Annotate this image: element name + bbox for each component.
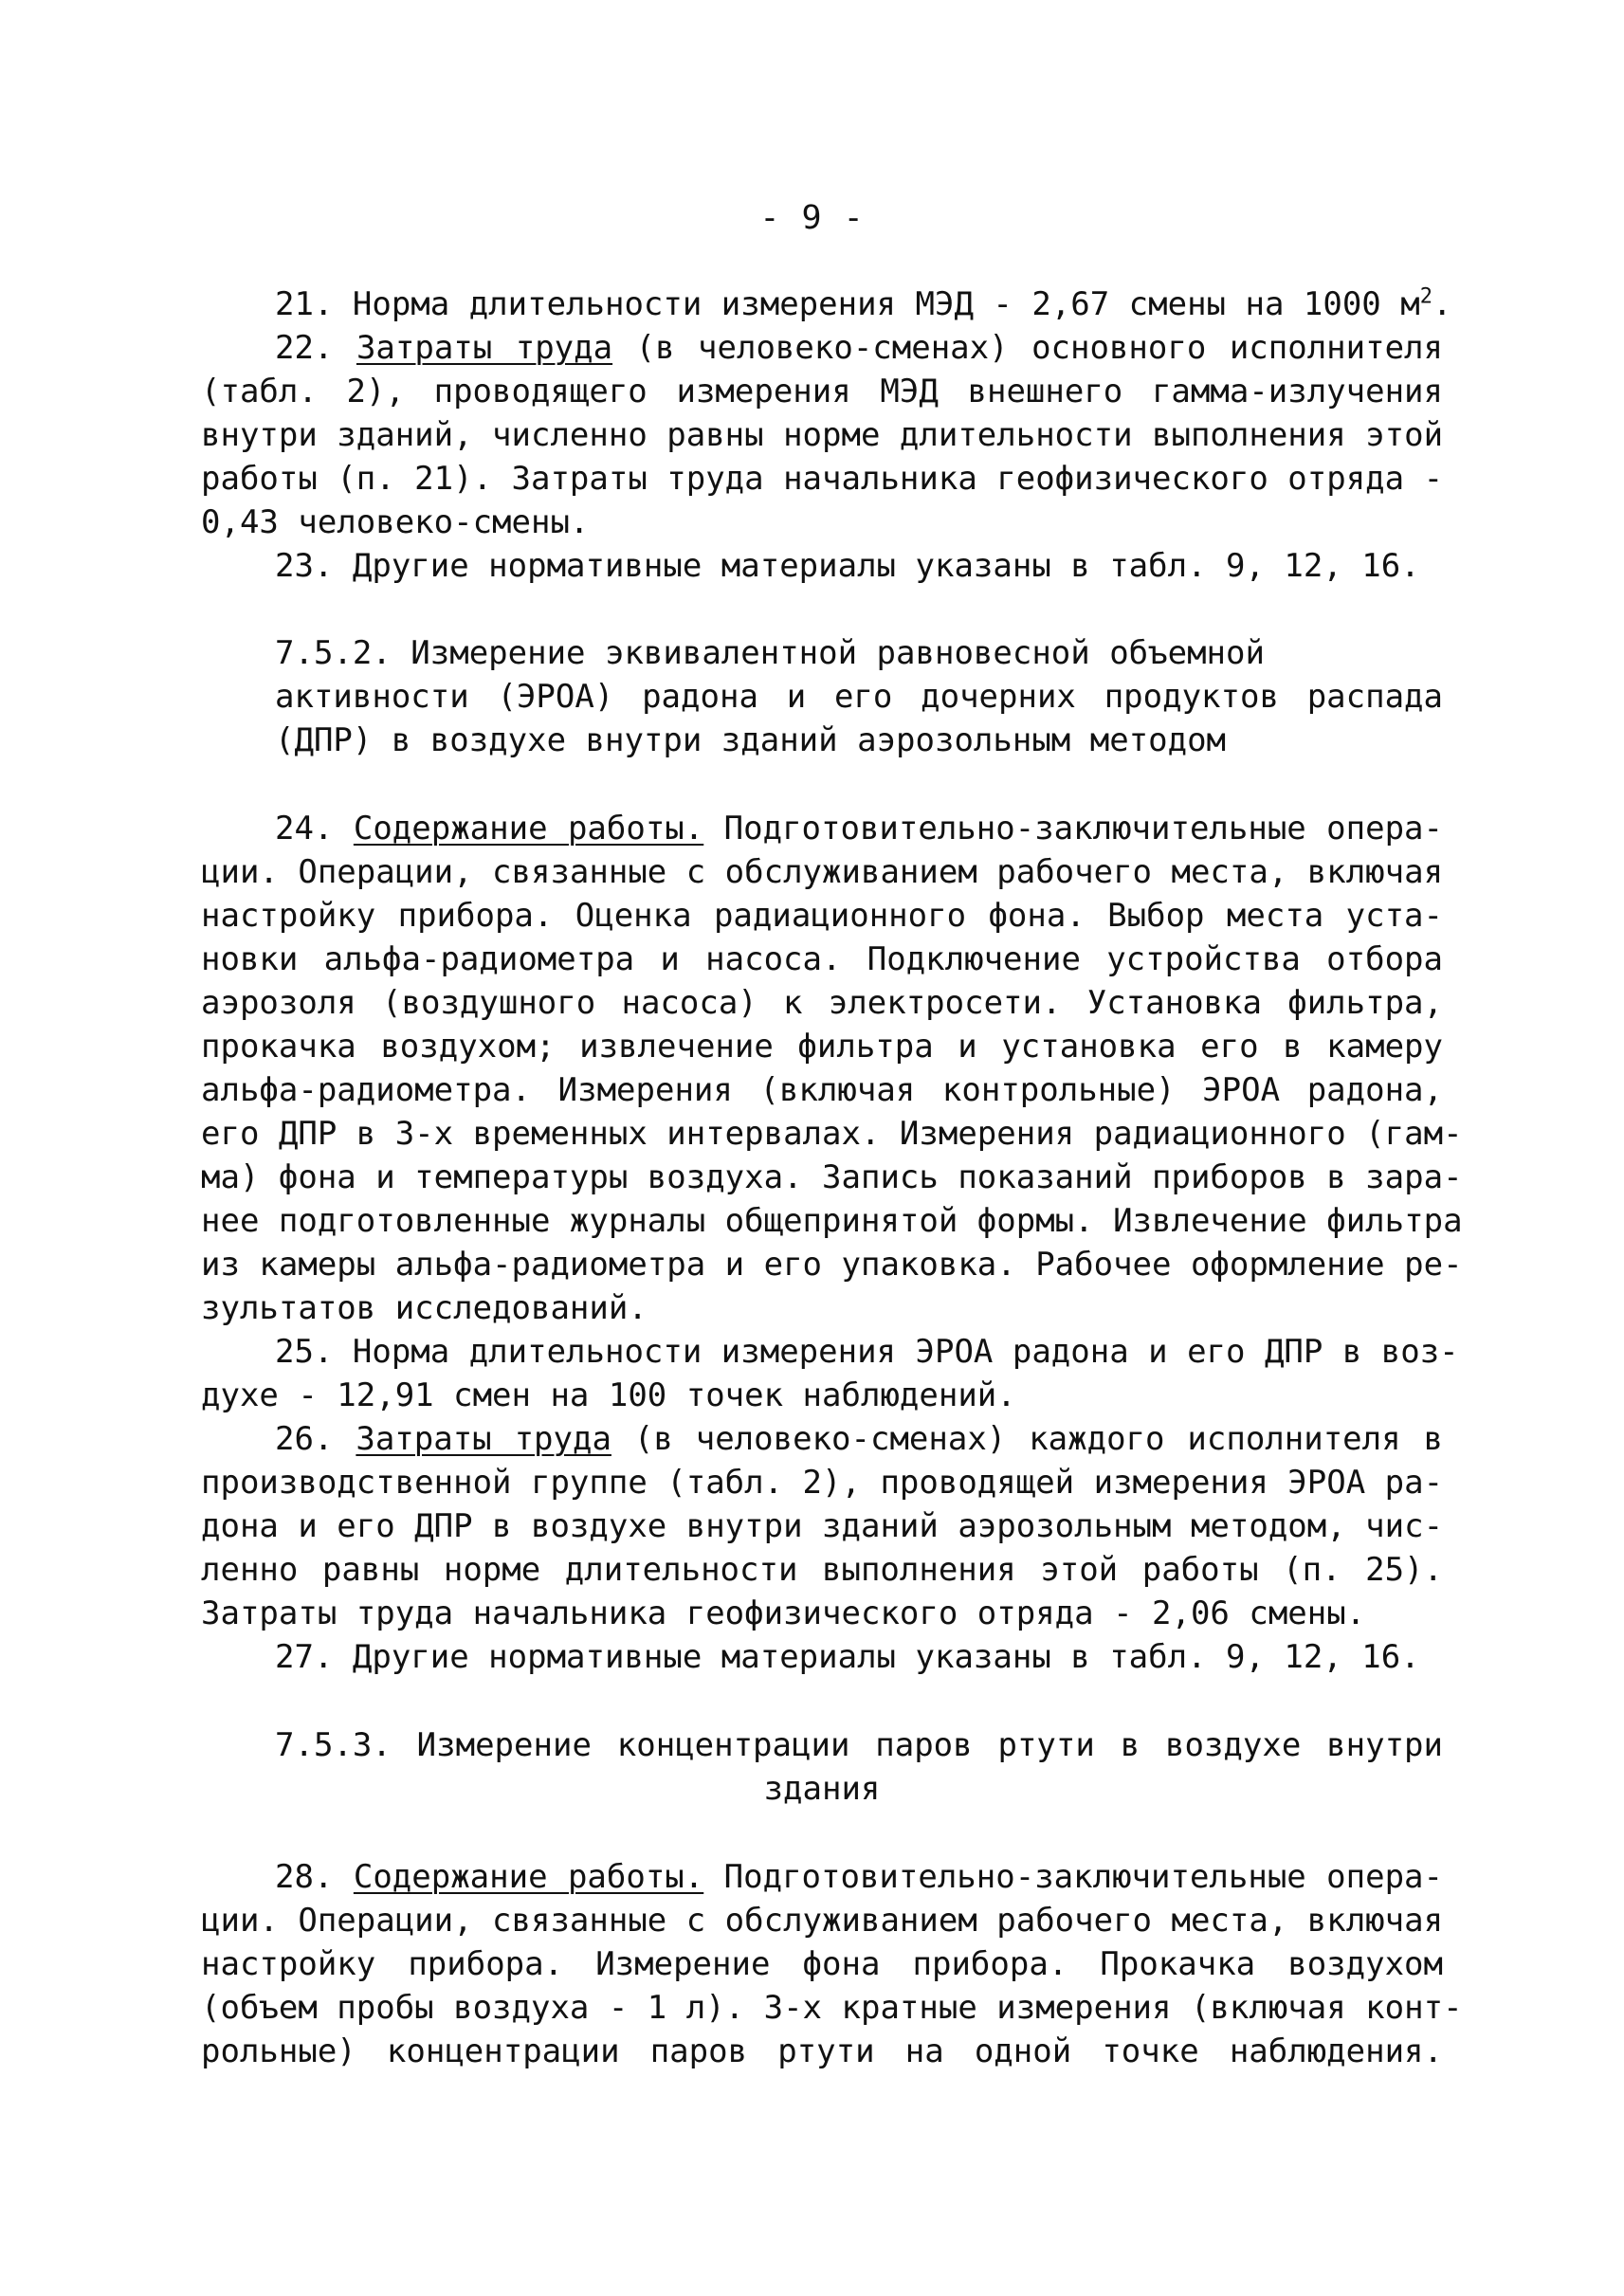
section-7-5-2-line-1: 7.5.2. Измерение эквивалентной равновесной объемной — [275, 634, 1265, 672]
paragraph-28-line: рольные) концентрации паров ртути на одной точке наблюдения. — [201, 2032, 1443, 2070]
p22-rest: (в человеко-сменах) основного исполнителя — [635, 329, 1443, 367]
paragraph-26-line: дона и его ДПР в воздухе внутри зданий аэрозольным методом, чис- — [201, 1507, 1444, 1545]
paragraph-28-line: настройку прибора. Измерение фона прибора. Прокачка воздухом — [201, 1945, 1443, 1983]
p26-number: 26. — [275, 1420, 334, 1458]
p24-rest: Подготовительно-заключительные опера- — [723, 810, 1443, 847]
paragraph-24-line: зультатов исследований. — [201, 1289, 648, 1327]
p24-term: Содержание работы. — [353, 810, 704, 847]
paragraph-22-line-2: (табл. 2), проводящего измерения МЭД внешнего гамма-излучения — [201, 373, 1443, 410]
paragraph-25-line-1: 25. Норма длительности измерения ЭРОА радона и его ДПР в воз- — [275, 1333, 1459, 1371]
paragraph-24-line: его ДПР в 3-х временных интервалах. Измерения радиационного (гам- — [201, 1115, 1463, 1153]
section-7-5-3-line-1: 7.5.3. Измерение концентрации паров ртути в воздухе внутри — [275, 1726, 1443, 1764]
paragraph-26-line-1 — [275, 1417, 1443, 1461]
p21-superscript: 2 — [1419, 284, 1432, 309]
paragraph-25-line-2: духе - 12,91 смен на 100 точек наблюдений. — [201, 1376, 1016, 1414]
paragraph-22-line-5: 0,43 человеко-смены. — [201, 503, 590, 541]
paragraph-28-line: ции. Операции, связанные с обслуживанием рабочего места, включая — [201, 1902, 1444, 1940]
paragraph-22-line-1 — [275, 326, 1443, 370]
p28-number: 28. — [275, 1858, 334, 1896]
paragraph-27: 27. Другие нормативные материалы указаны в табл. 9, 12, 16. — [275, 1638, 1420, 1676]
p28-rest: Подготовительно-заключительные опера- — [723, 1858, 1443, 1896]
p22-term: Затраты труда — [356, 329, 613, 367]
paragraph-26-line: Затраты труда начальника геофизического отряда - 2,06 смены. — [201, 1594, 1366, 1632]
paragraph-24-line: альфа-радиометра. Измерения (включая контрольные) ЭРОА радона, — [201, 1071, 1443, 1109]
paragraph-28-line-1 — [275, 1855, 1443, 1899]
paragraph-23: 23. Другие нормативные материалы указаны в табл. 9, 12, 16. — [275, 547, 1420, 585]
paragraph-24-line: прокачка воздухом; извлечение фильтра и установка его в камеру — [201, 1028, 1443, 1066]
paragraph-24-line: ма) фона и температуры воздуха. Запись показаний приборов в зара- — [201, 1158, 1463, 1196]
paragraph-22-line-3: внутри зданий, численно равны норме длительности выполнения этой — [201, 416, 1444, 454]
p28-term: Содержание работы. — [353, 1858, 704, 1896]
paragraph-26-line: производственной группе (табл. 2), проводящей измерения ЭРОА ра- — [201, 1464, 1444, 1502]
paragraph-24-line: новки альфа-радиометра и насоса. Подключение устройства отбора — [201, 940, 1443, 978]
paragraph-28-line: (объем пробы воздуха - 1 л). 3-х кратные измерения (включая конт- — [201, 1989, 1463, 2027]
section-7-5-2-line-2: активности (ЭРОА) радона и его дочерних продуктов распада — [275, 678, 1443, 716]
paragraph-24-line: из камеры альфа-радиометра и его упаковка. Рабочее оформление ре- — [201, 1246, 1463, 1284]
paragraph-21 — [275, 282, 1452, 326]
page-number: - 9 - — [759, 199, 865, 237]
paragraph-24-line: ции. Операции, связанные с обслуживанием рабочего места, включая — [201, 853, 1444, 891]
p22-number: 22. — [275, 329, 334, 367]
p26-term: Затраты труда — [356, 1420, 611, 1458]
paragraph-24-line: нее подготовленные журналы общепринятой формы. Извлечение фильтра — [201, 1202, 1463, 1240]
paragraph-26-line: ленно равны норме длительности выполнения этой работы (п. 25). — [201, 1551, 1443, 1589]
p26-rest: (в человеко-сменах) каждого исполнителя в — [633, 1420, 1443, 1458]
paragraph-24-line-1 — [275, 807, 1443, 850]
paragraph-24-line: аэрозоля (воздушного насоса) к электросети. Установка фильтра, — [201, 984, 1443, 1022]
p24-number: 24. — [275, 810, 334, 847]
section-7-5-2-line-3: (ДПР) в воздухе внутри зданий аэрозольным методом — [275, 721, 1227, 759]
p21-text: 21. Норма длительности измерения МЭД - 2,67 смены на 1000 м — [275, 285, 1420, 323]
p21-end: . — [1432, 285, 1452, 323]
section-7-5-3-line-2: здания — [763, 1770, 881, 1808]
paragraph-24-line: настройку прибора. Оценка радиационного фона. Выбор места уста- — [201, 897, 1443, 935]
paragraph-22-line-4: работы (п. 21). Затраты труда начальника геофизического отряда - — [201, 460, 1444, 498]
